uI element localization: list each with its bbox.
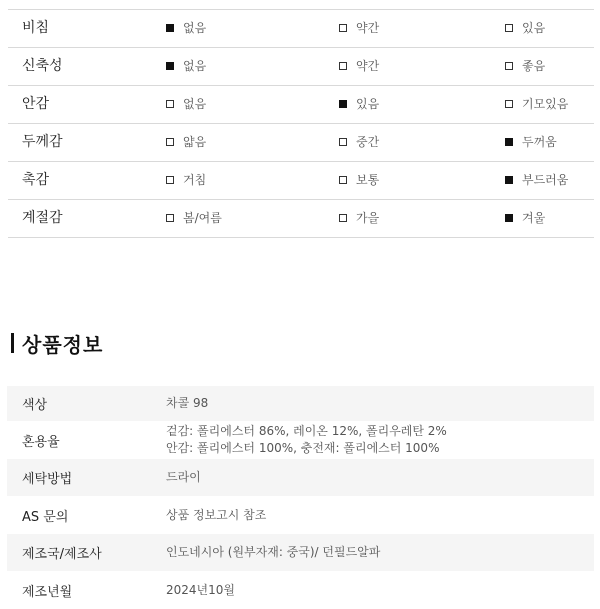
attribute-option: 없음 [166,10,206,47]
attribute-label: 신축성 [22,58,63,74]
attribute-option: 있음 [505,10,545,47]
attribute-row [8,162,594,200]
empty-box-icon [339,214,347,222]
info-label: 색상 [22,398,48,413]
info-row-washing [7,459,594,496]
attribute-option: 약간 [339,48,379,85]
empty-box-icon [166,214,174,222]
attribute-label: 촉감 [22,172,50,188]
attribute-option: 있음 [339,86,379,123]
attribute-row [8,86,594,124]
info-value: 차콜 98 [166,396,209,410]
info-row-date [7,571,594,609]
empty-box-icon [166,100,174,108]
info-row-color [7,386,594,421]
attribute-option: 겨울 [505,200,545,237]
checked-box-icon [505,138,513,146]
empty-box-icon [166,138,174,146]
attribute-option: 약간 [339,10,379,47]
info-value-line: 안감: 폴리에스터 100%, 충전재: 폴리에스터 100% [166,441,440,455]
attribute-label: 계절감 [22,210,63,226]
checked-box-icon [339,100,347,108]
info-value: 인도네시아 (원부자재: 중국)/ 던필드알파 [166,545,381,559]
checked-box-icon [505,176,513,184]
info-row-as [7,496,594,534]
attribute-row [8,48,594,86]
info-label: 혼용율 [22,434,60,450]
product-info-title: 상품정보 [22,332,104,357]
section-title [11,330,103,356]
info-value: 드라이 [166,470,201,484]
checked-box-icon [166,62,174,70]
info-label: 세탁방법 [22,472,73,487]
info-row-material [7,421,594,459]
attribute-option: 없음 [166,48,206,85]
empty-box-icon [339,62,347,70]
empty-box-icon [505,24,513,32]
product-attributes-table [8,9,594,238]
empty-box-icon [505,62,513,70]
checked-box-icon [166,24,174,32]
empty-box-icon [339,24,347,32]
product-info-table [7,386,594,609]
info-value: 상품 정보고시 참조 [166,507,267,522]
info-value: 2024년10월 [166,582,235,597]
info-row-manufacturer [7,534,594,571]
attribute-option: 보통 [339,162,379,199]
attribute-label: 안감 [22,96,50,112]
attribute-option: 거침 [166,162,206,199]
checked-box-icon [505,214,513,222]
info-label: AS 문의 [22,509,69,525]
empty-box-icon [339,176,347,184]
empty-box-icon [505,100,513,108]
attribute-option: 얇음 [166,124,206,161]
attribute-label: 비침 [22,20,50,36]
title-accent-bar [11,333,14,353]
attribute-option: 가을 [339,200,379,237]
attribute-option: 봄/여름 [166,200,222,237]
attribute-option: 기모있음 [505,86,568,123]
attribute-row [8,124,594,162]
attribute-row [8,200,594,238]
info-value [166,423,447,457]
info-label: 제조년월 [22,584,73,600]
empty-box-icon [339,138,347,146]
attribute-label: 두께감 [22,134,63,150]
attribute-option: 두꺼움 [505,124,557,161]
attribute-option: 없음 [166,86,206,123]
attribute-option: 중간 [339,124,379,161]
attribute-row [8,10,594,48]
info-value-line: 겉감: 폴리에스터 86%, 레이온 12%, 폴리우레탄 2% [166,424,447,438]
info-label: 제조국/제조사 [22,547,102,562]
empty-box-icon [166,176,174,184]
attribute-option: 부드러움 [505,162,568,199]
attribute-option: 좋음 [505,48,545,85]
